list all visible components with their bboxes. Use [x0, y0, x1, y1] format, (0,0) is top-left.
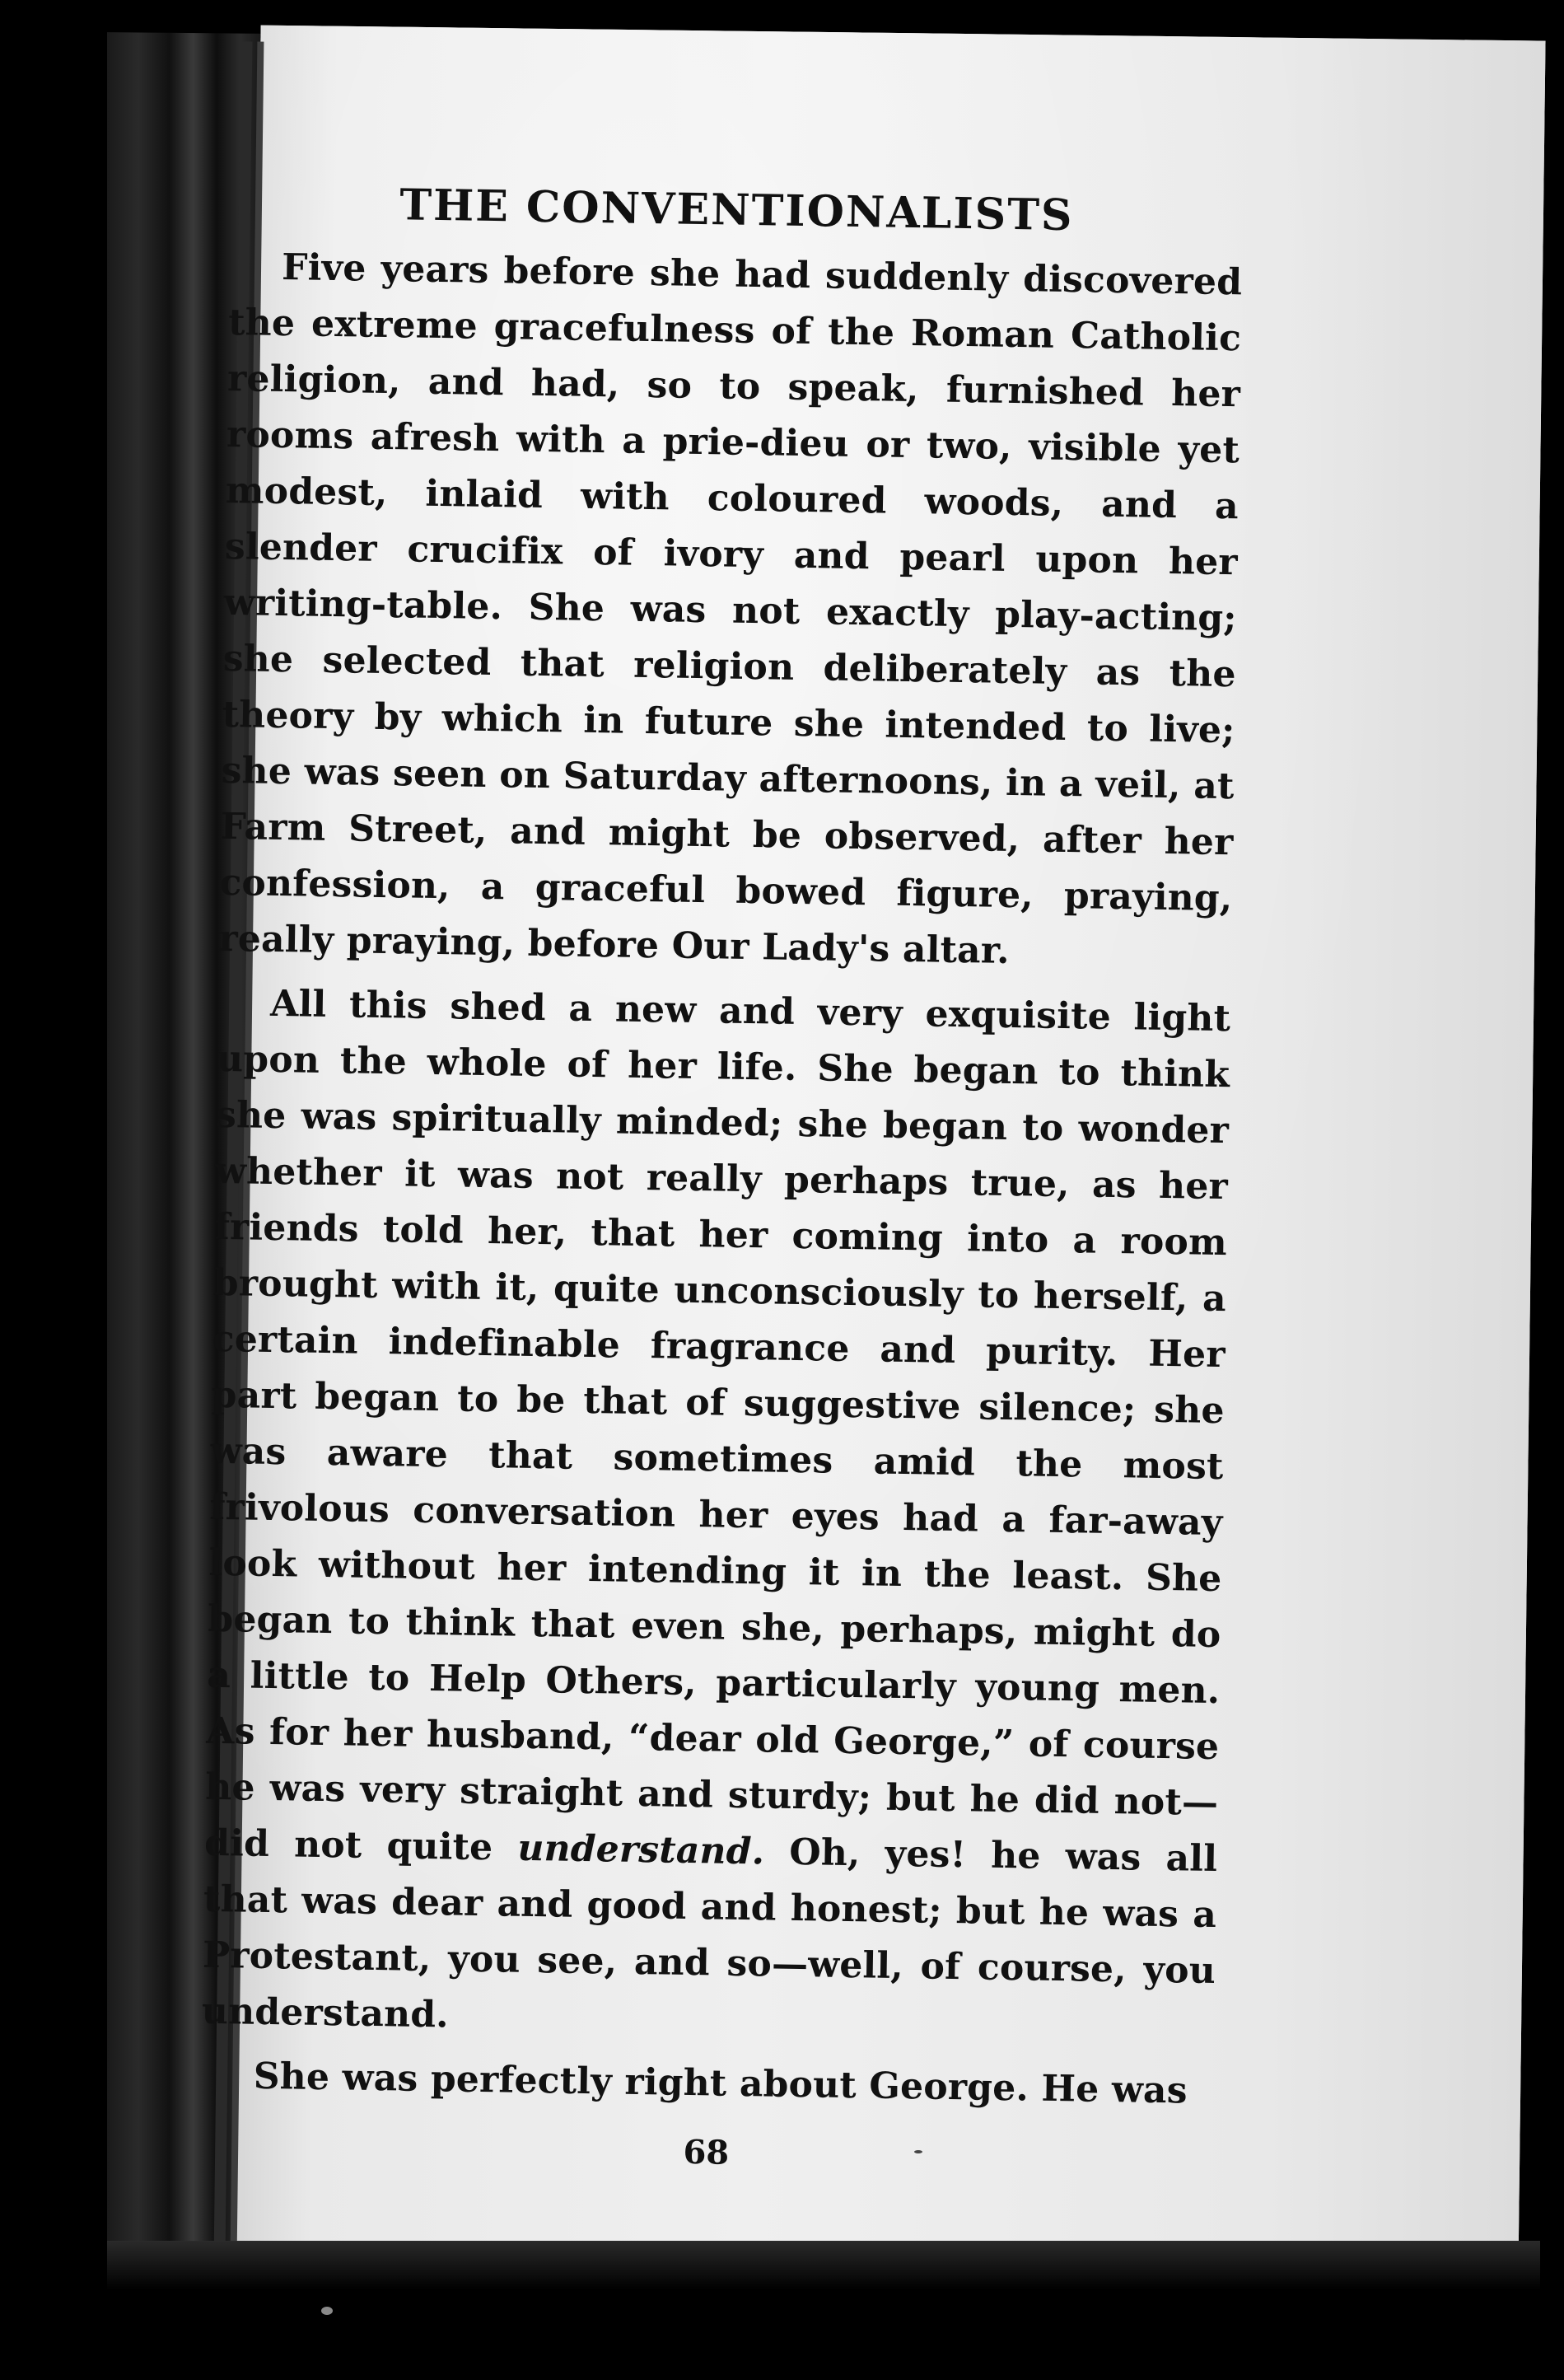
dust-speck	[321, 2307, 333, 2315]
dust-speck	[914, 2150, 922, 2153]
paragraph	[218, 239, 1243, 983]
running-head: THE CONVENTIONALISTS	[399, 180, 1074, 241]
paragraph-text: Five years before she had suddenly discovered the extreme gracefulness of the Roman Catholic religion, and had, so to speak, furnished her rooms afresh with a prie-dieu or two, visible yet modest, inlaid with coloured woods, and a slender crucifix of ivory and pearl upon her writing-table. She was not exactly play-acting; she selected that religion deliberately as the theory by which in future she intended to live; she was seen on Saturday afternoons, in a veil, at Farm Street, and might be observed, after her confession, a graceful bowed figure, praying, really praying, before Our Lady's altar.	[218, 245, 1243, 972]
italic-word: understand.	[517, 1826, 765, 1873]
paragraph-text: Oh, yes! he was all that was dear and good and honest; but he was a Protestant, you see, and so—well, of course, you understand.	[201, 1831, 1218, 2036]
page-text-block	[199, 177, 1244, 2180]
page-bottom-shadow	[107, 2241, 1540, 2290]
paragraph	[200, 2048, 1214, 2120]
paragraph-text: All this shed a new and very exquisite light upon the whole of her life. She began to think she was spiritually minded; she began to wonder whether it was not really perhaps true, as her friends told her, that her coming into a room brought with it, quite unconsciously to herself, a certain indefinable fragrance and purity. Her part began to be that of suggestive silence; she was aware that sometimes amid the most frivolous conversation her eyes had a far-away look without her intending it in the least. She began to think that even she, perhaps, might do a little to Help Others, particularly young men. As for her husband, “dear old George,” of course he was very straight and sturdy; but he did not—did not quite	[203, 982, 1231, 1869]
paragraph-text: She was perfectly right about George. He was	[253, 2055, 1188, 2112]
paragraph	[201, 975, 1230, 2055]
page-number: 68	[683, 2132, 730, 2172]
